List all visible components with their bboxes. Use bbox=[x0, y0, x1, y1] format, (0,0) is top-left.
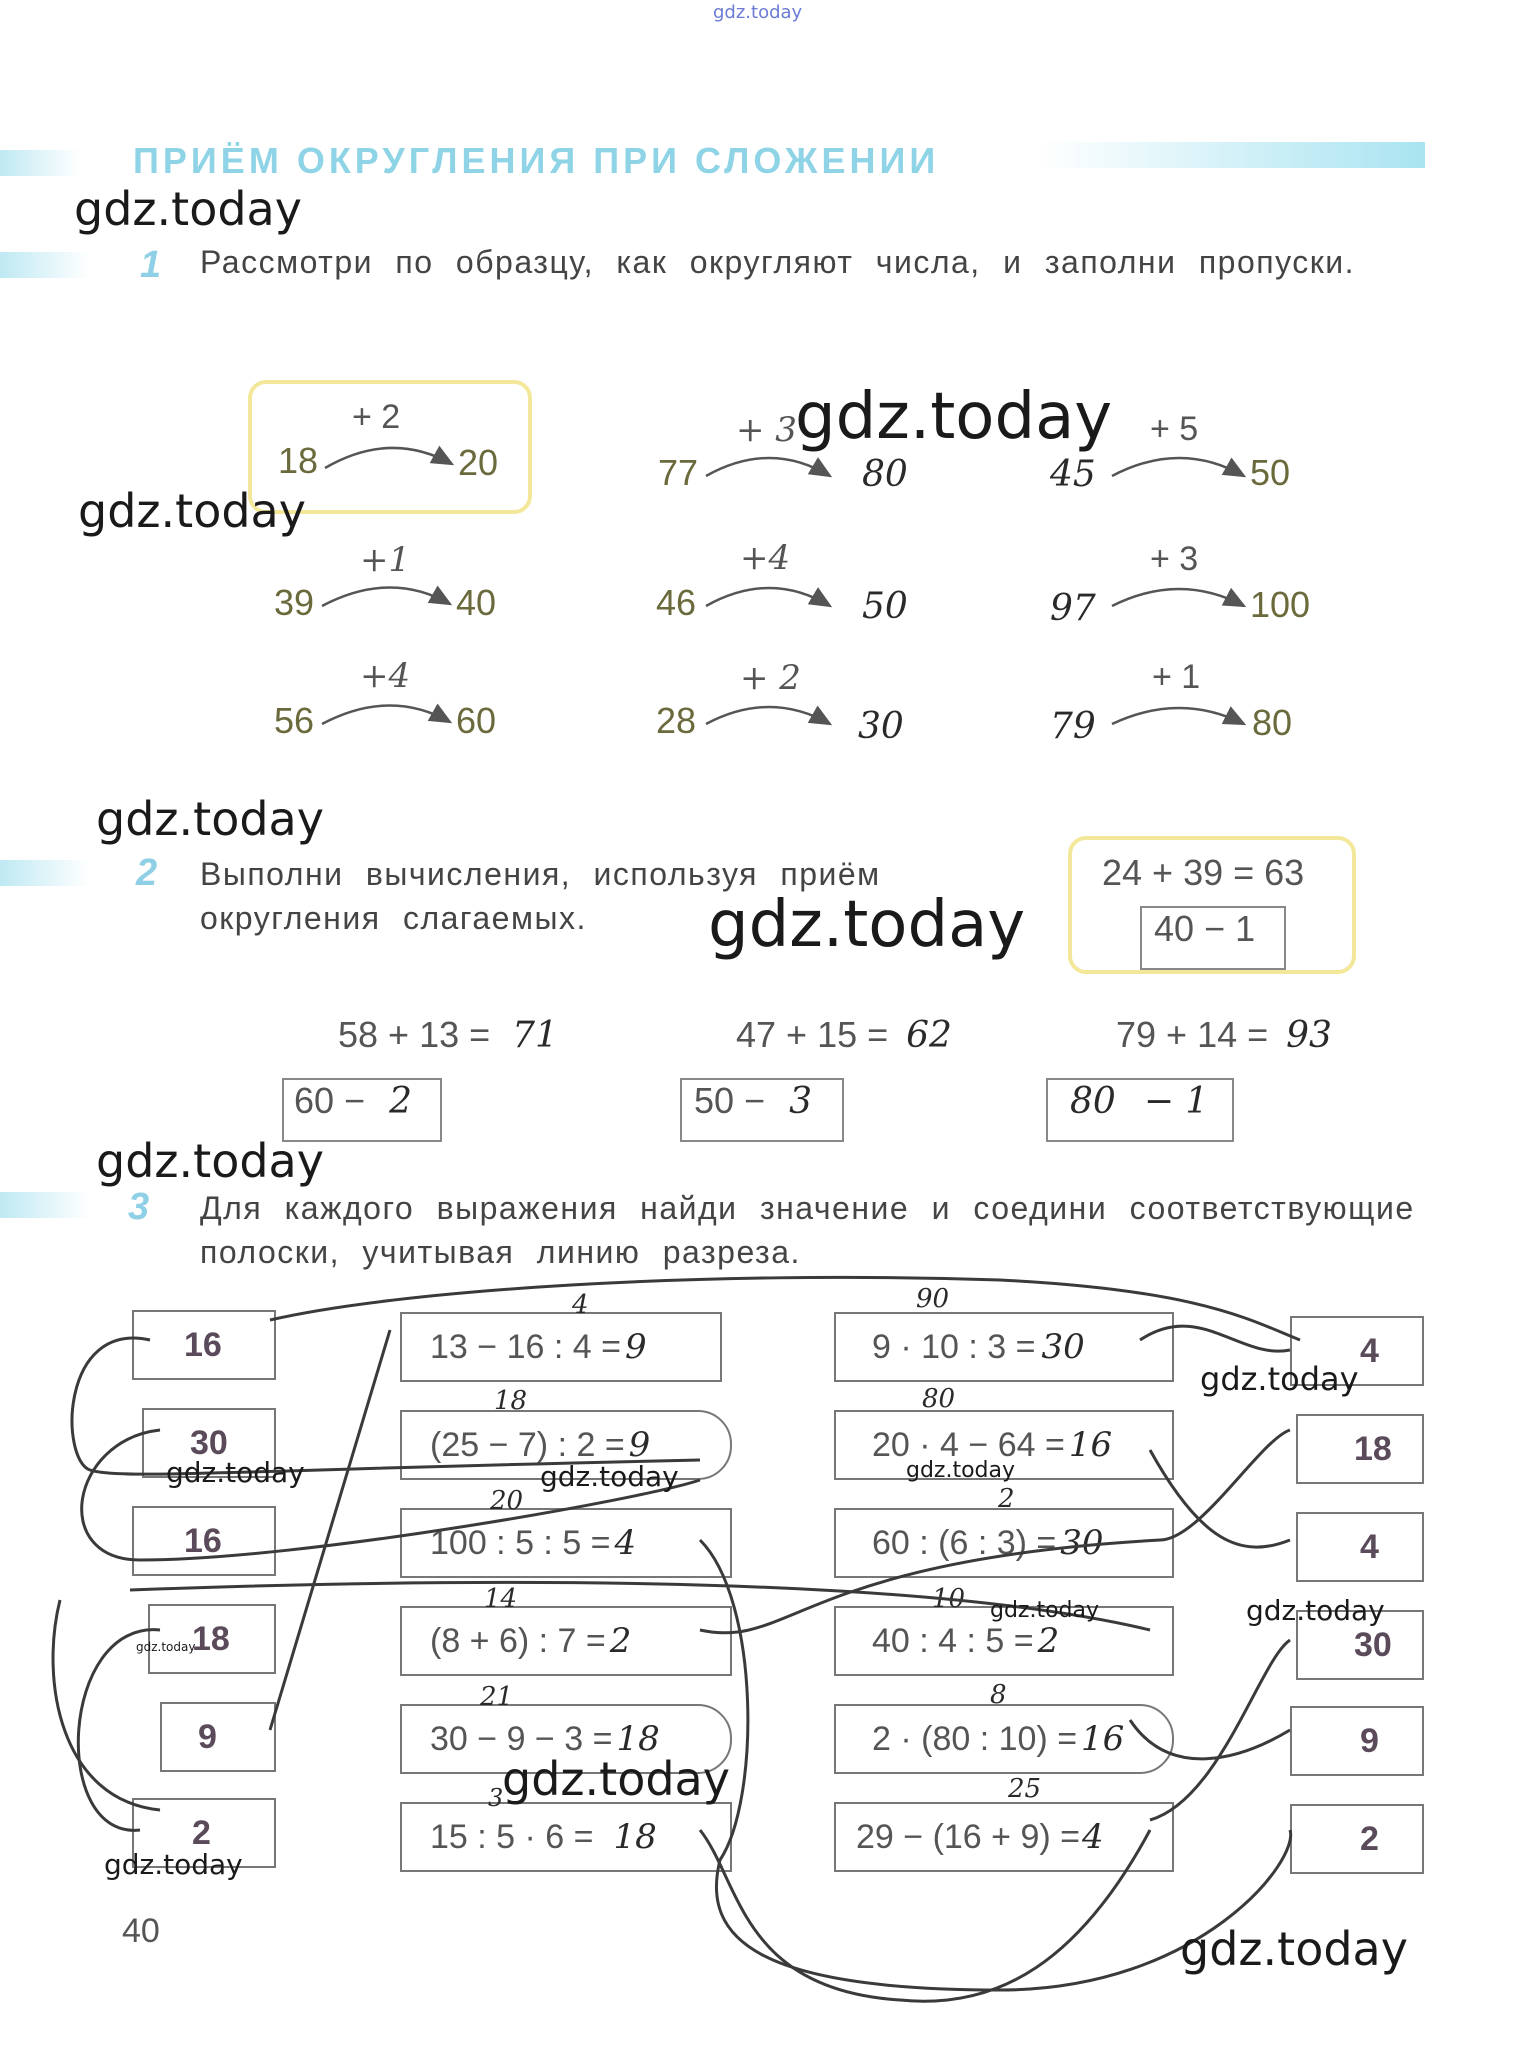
op-56: +4 bbox=[360, 656, 411, 696]
watermark-15: gdz.today bbox=[104, 1848, 243, 1881]
line-10 bbox=[1150, 1640, 1290, 1820]
watermark-4: gdz.today bbox=[96, 792, 324, 846]
watermark-top: gdz.today bbox=[713, 2, 803, 23]
from-39: 39 bbox=[274, 582, 315, 623]
right-strip-4-note: 10 bbox=[932, 1584, 966, 1614]
arrow-97 bbox=[1112, 589, 1244, 606]
sample2-hint-text: 40 − 1 bbox=[1154, 908, 1256, 949]
from-77: 77 bbox=[658, 452, 699, 493]
task1-text: Рассмотри по образцу, как округляют числа, и заполни пропуски. bbox=[200, 244, 1355, 280]
left-value-6-text: 2 bbox=[192, 1814, 211, 1852]
watermark-3: gdz.today bbox=[78, 484, 306, 538]
watermark-2: gdz.today bbox=[795, 380, 1113, 454]
arrow-46 bbox=[706, 588, 830, 606]
mid-strip-5-expr: 30 − 9 − 3 = bbox=[430, 1719, 613, 1758]
mid-strip-6-expr: 15 : 5 · 6 = bbox=[430, 1817, 594, 1856]
to-100: 100 bbox=[1250, 584, 1311, 625]
op-79: + 1 bbox=[1152, 658, 1201, 696]
left-value-5-text: 9 bbox=[198, 1718, 217, 1756]
line-7 bbox=[1140, 1326, 1290, 1351]
mid-strip-4-answer: 2 bbox=[609, 1621, 632, 1661]
right-strip-1-note: 90 bbox=[916, 1284, 950, 1314]
hint-58-13-b: 2 bbox=[389, 1081, 412, 1122]
from-46: 46 bbox=[656, 582, 697, 623]
op-97: + 3 bbox=[1150, 540, 1199, 578]
right-strip-5-expr: 2 · (80 : 10) = bbox=[872, 1719, 1078, 1758]
watermark-10: gdz.today bbox=[906, 1458, 1016, 1483]
mid-strip-5-answer: 18 bbox=[616, 1719, 660, 1759]
line-12 bbox=[700, 1830, 1150, 2001]
mid-strip-3-note: 20 bbox=[490, 1486, 524, 1516]
right-strip-2-note: 80 bbox=[922, 1384, 956, 1414]
mid-strip-3-answer: 4 bbox=[614, 1523, 637, 1563]
sample-from: 18 bbox=[278, 440, 319, 481]
hint-79-14-a: 80 bbox=[1070, 1081, 1116, 1122]
op-45: + 5 bbox=[1150, 410, 1199, 448]
arrow-39 bbox=[322, 587, 450, 606]
line-9 bbox=[1130, 1720, 1290, 1759]
to-80: 80 bbox=[862, 454, 908, 495]
watermark-13: gdz.today bbox=[136, 1640, 196, 1654]
hint-47-15-a: 50 − bbox=[694, 1080, 766, 1121]
right-strip-3-expr: 60 : (6 : 3) = bbox=[872, 1523, 1057, 1562]
line-1 bbox=[72, 1338, 700, 1474]
mid-strip-1-expr: 13 − 16 : 4 = bbox=[430, 1327, 621, 1366]
task3-number: 3 bbox=[128, 1186, 150, 1228]
sample-to: 20 bbox=[458, 442, 499, 483]
op-39: +1 bbox=[360, 540, 411, 580]
mid-strip-6-note: 3 bbox=[488, 1784, 504, 1812]
page-number: 40 bbox=[122, 1912, 160, 1950]
mid-strip-2-note: 18 bbox=[494, 1386, 528, 1416]
right-strip-4-answer: 2 bbox=[1037, 1621, 1060, 1661]
eq-58-13-expr: 58 + 13 = bbox=[338, 1014, 491, 1055]
right-value-6-text: 2 bbox=[1360, 1820, 1379, 1858]
task1-arrows bbox=[322, 448, 1244, 724]
mid-strip-5-note: 21 bbox=[480, 1682, 514, 1712]
right-strip-3-answer: 30 bbox=[1060, 1523, 1104, 1563]
hint-79-14-b: − 1 bbox=[1143, 1081, 1209, 1122]
task2-number: 2 bbox=[136, 852, 158, 894]
eq-47-15-expr: 47 + 15 = bbox=[736, 1014, 889, 1055]
right-value-4-text: 30 bbox=[1354, 1626, 1392, 1664]
left-value-4-text: 18 bbox=[192, 1620, 230, 1658]
watermark-12: gdz.today bbox=[1246, 1594, 1385, 1627]
to-80b: 80 bbox=[1252, 702, 1293, 743]
right-strip-6-note: 25 bbox=[1008, 1774, 1042, 1804]
right-strip-3-note: 2 bbox=[998, 1484, 1015, 1514]
mid-strip-4-note: 14 bbox=[484, 1584, 518, 1614]
eq-79-14-expr: 79 + 14 = bbox=[1116, 1014, 1269, 1055]
mid-strip-2-expr: (25 − 7) : 2 = bbox=[430, 1425, 625, 1464]
right-value-5-text: 9 bbox=[1360, 1722, 1379, 1760]
right-strip-6-answer: 4 bbox=[1082, 1817, 1104, 1857]
arrow-56 bbox=[322, 705, 450, 724]
right-strip-1-answer: 30 bbox=[1041, 1327, 1085, 1367]
watermark-6: gdz.today bbox=[96, 1134, 324, 1188]
watermark-11: gdz.today bbox=[990, 1598, 1100, 1623]
line-3 bbox=[78, 1630, 160, 1831]
right-value-1-text: 4 bbox=[1360, 1332, 1379, 1370]
watermark-14: gdz.today bbox=[502, 1752, 730, 1806]
to-60: 60 bbox=[456, 700, 497, 741]
mid-strip-3-expr: 100 : 5 : 5 = bbox=[430, 1523, 611, 1562]
op-46: +4 bbox=[740, 538, 791, 578]
arrow-77 bbox=[706, 458, 830, 476]
answer-lines bbox=[53, 1277, 1300, 2001]
op-28: + 2 bbox=[740, 658, 801, 698]
line-2 bbox=[82, 1430, 700, 1560]
left-value-2-text: 30 bbox=[190, 1424, 228, 1462]
right-strip-6-expr: 29 − (16 + 9) = bbox=[856, 1817, 1080, 1856]
watermark-1: gdz.today bbox=[74, 182, 302, 236]
sample2-expr: 24 + 39 = 63 bbox=[1102, 852, 1305, 893]
watermark-9: gdz.today bbox=[540, 1460, 679, 1493]
eq-79-14-answer: 93 bbox=[1286, 1015, 1332, 1056]
right-strip-2-answer: 16 bbox=[1068, 1425, 1113, 1465]
to-50b: 50 bbox=[1250, 452, 1291, 493]
from-56: 56 bbox=[274, 700, 315, 741]
eq-47-15-answer: 62 bbox=[906, 1015, 952, 1056]
from-79: 79 bbox=[1050, 706, 1096, 747]
arrow-45 bbox=[1112, 458, 1244, 476]
op-77: + 3 bbox=[736, 410, 797, 450]
arrow-79 bbox=[1112, 708, 1244, 724]
to-40: 40 bbox=[456, 582, 497, 623]
to-30: 30 bbox=[858, 706, 904, 747]
mid-strip-4-expr: (8 + 6) : 7 = bbox=[430, 1621, 606, 1660]
right-strip-4-expr: 40 : 4 : 5 = bbox=[872, 1621, 1034, 1660]
page-title: ПРИЁМ ОКРУГЛЕНИЯ ПРИ СЛОЖЕНИИ bbox=[133, 140, 940, 181]
eq-58-13-answer: 71 bbox=[512, 1015, 558, 1056]
mid-strip-2-answer: 9 bbox=[628, 1425, 651, 1465]
mid-strip-1-answer: 9 bbox=[624, 1327, 647, 1367]
watermark-8: gdz.today bbox=[166, 1456, 305, 1489]
left-value-3-text: 16 bbox=[184, 1522, 222, 1560]
right-strip-1-expr: 9 · 10 : 3 = bbox=[872, 1327, 1036, 1366]
line-11 bbox=[270, 1277, 1300, 1340]
task1-number: 1 bbox=[140, 244, 162, 286]
task2-text: Выполни вычисления, используя приём округления слагаемых. bbox=[200, 856, 881, 936]
line-4 bbox=[270, 1330, 390, 1730]
from-97: 97 bbox=[1050, 588, 1096, 629]
from-28: 28 bbox=[656, 700, 697, 741]
arrow-28 bbox=[706, 707, 830, 724]
arrow-sample bbox=[325, 448, 452, 468]
right-strip-2-expr: 20 · 4 − 64 = bbox=[872, 1425, 1065, 1464]
sample-op: + 2 bbox=[352, 398, 401, 436]
from-45: 45 bbox=[1050, 454, 1096, 495]
watermark-16: gdz.today bbox=[1180, 1922, 1408, 1976]
left-value-1-text: 16 bbox=[184, 1326, 222, 1364]
hint-47-15-b: 3 bbox=[789, 1081, 812, 1122]
right-value-3-text: 4 bbox=[1360, 1528, 1379, 1566]
task3-text: Для каждого выражения найди значение и соедини соответствующие полоски, учитывая линию разреза. bbox=[200, 1190, 1415, 1270]
hint-58-13-a: 60 − bbox=[294, 1080, 366, 1121]
right-strip-5-note: 8 bbox=[990, 1680, 1007, 1710]
right-value-2-text: 18 bbox=[1354, 1430, 1392, 1468]
right-strip-5-answer: 16 bbox=[1081, 1719, 1125, 1759]
mid-strip-1-note: 4 bbox=[572, 1290, 589, 1320]
watermark-7: gdz.today bbox=[1200, 1360, 1359, 1398]
watermark-5: gdz.today bbox=[708, 888, 1026, 962]
mid-strip-6-answer: 18 bbox=[613, 1817, 657, 1857]
to-50: 50 bbox=[862, 586, 908, 627]
